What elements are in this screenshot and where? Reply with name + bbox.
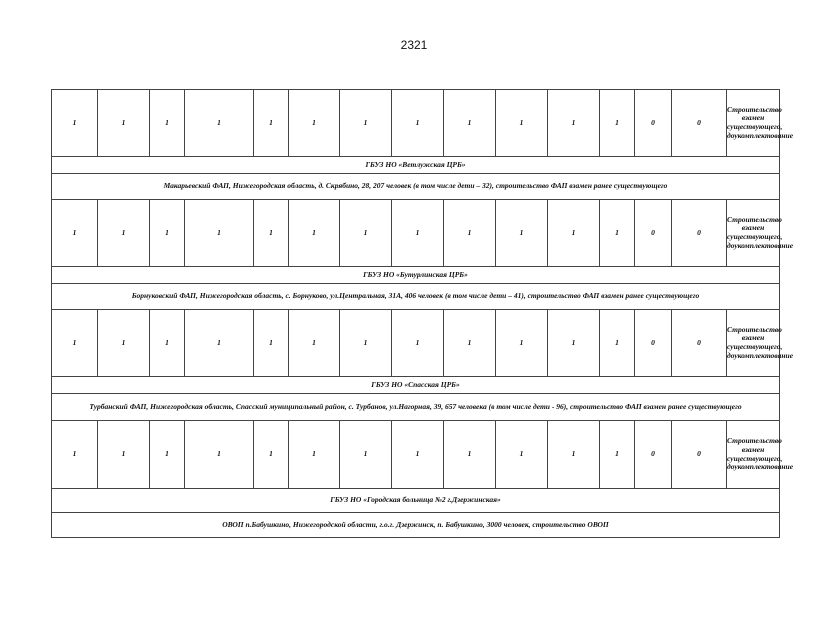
table-cell: 1 [496,90,548,157]
table-cell: 1 [392,310,444,377]
table-cell: 1 [289,421,340,489]
table-cell: 1 [254,200,289,267]
table-cell: 1 [548,90,600,157]
table-cell: 1 [185,90,254,157]
table-cell: 1 [548,310,600,377]
table-cell: 1 [444,310,496,377]
table-cell: 1 [444,421,496,489]
table-cell: 0 [672,421,727,489]
table-cell: 1 [600,200,635,267]
table-cell: 1 [254,90,289,157]
table-cell: 1 [150,310,185,377]
table-cell: 1 [340,90,392,157]
facility-description-row [52,513,780,538]
organization-row [52,157,780,174]
table-cell: 0 [635,421,672,489]
table-cell: 0 [672,310,727,377]
table-cell: 1 [289,310,340,377]
table-cell: 1 [52,421,98,489]
table-cell: 1 [392,200,444,267]
table-cell: 1 [444,200,496,267]
table-cell: 1 [150,421,185,489]
note-cell: Строительство взамен существующего, доукомплектование [727,310,780,377]
organization-row [52,267,780,284]
organization-name: ГБУЗ НО «Городская больница №2 г.Дзержинская» [52,489,780,513]
table-cell: 1 [289,90,340,157]
organization-row [52,489,780,513]
table-cell: 1 [98,421,150,489]
note-cell: Строительство взамен существующего, доукомплектование [727,90,780,157]
table-cell: 1 [98,310,150,377]
table-cell: 1 [548,200,600,267]
table-cell: 1 [600,310,635,377]
organization-name: ГБУЗ НО «Ветлужская ЦРБ» [52,157,780,174]
table-cell: 1 [52,90,98,157]
facilities-table [51,89,794,538]
table-cell: 1 [150,200,185,267]
note-cell: Строительство взамен существующего, доукомплектование [727,421,780,489]
table-cell: 1 [52,200,98,267]
table-cell: 1 [185,310,254,377]
table-cell: 1 [98,200,150,267]
page-number: 2321 [400,38,428,52]
organization-name: ГБУЗ НО «Бутурлинская ЦРБ» [52,267,780,284]
table-cell: 1 [444,90,496,157]
table-cell: 1 [254,421,289,489]
facility-description-row [52,394,780,421]
table-row [52,90,780,157]
table-cell: 1 [254,310,289,377]
table-cell: 1 [52,310,98,377]
table-cell: 1 [340,200,392,267]
table-cell: 1 [496,200,548,267]
table-cell: 1 [150,90,185,157]
table-cell: 1 [392,421,444,489]
table-row [52,421,780,489]
facility-description: ОВОП п.Бабушкино, Нижегородской области, г.о.г. Дзержинск, п. Бабушкино, 3000 человек, строительство ОВОП [52,513,780,538]
table-cell: 1 [548,421,600,489]
table-cell: 1 [496,310,548,377]
table-cell: 1 [98,90,150,157]
facility-description: Турбанский ФАП, Нижегородская область, Спасский муниципальный район, с. Турбанов, ул.Нагорная, 39, 657 человека (в том числе дети - 96), строительство ФАП взамен ранее существующего [52,394,780,421]
table-cell: 1 [185,421,254,489]
facility-description: Борнуковский ФАП, Нижегородская область, с. Борнуково, ул.Центральная, 31А, 406 человек (в том числе дети – 41), строительство ФАП взамен ранее существующего [52,284,780,310]
note-cell: Строительство взамен существующего, доукомплектование [727,200,780,267]
facility-description-row [52,174,780,200]
table-cell: 1 [496,421,548,489]
table-cell: 1 [289,200,340,267]
organization-row [52,377,780,394]
table-row [52,200,780,267]
organization-name: ГБУЗ НО «Спасская ЦРБ» [52,377,780,394]
table-cell: 0 [672,90,727,157]
table-cell: 0 [635,200,672,267]
table-cell: 1 [600,421,635,489]
facility-description-row [52,284,780,310]
table-cell: 1 [340,421,392,489]
table-cell: 1 [340,310,392,377]
table-cell: 0 [672,200,727,267]
table-row [52,310,780,377]
facility-description: Макарьевский ФАП, Нижегородская область, д. Скрябино, 28, 207 человек (в том числе дети – 32), строительство ФАП взамен ранее существующего [52,174,780,200]
table-cell: 0 [635,90,672,157]
table-cell: 0 [635,310,672,377]
table-cell: 1 [392,90,444,157]
table-cell: 1 [185,200,254,267]
table-cell: 1 [600,90,635,157]
